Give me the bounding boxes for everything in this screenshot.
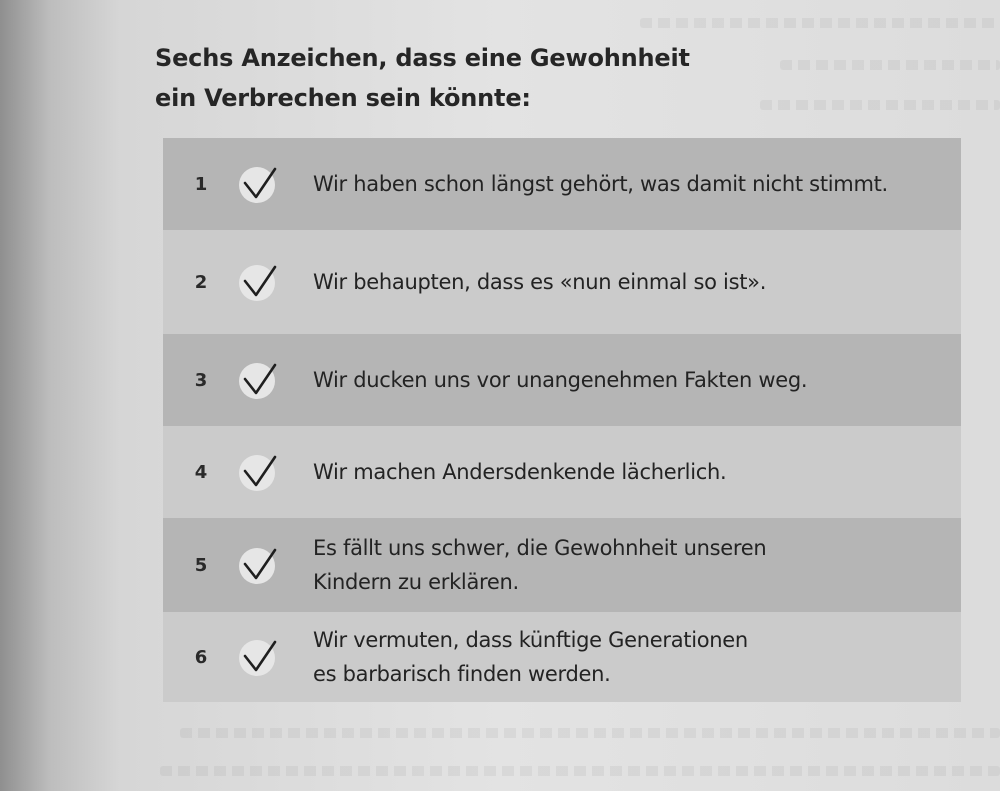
checkmark-icon bbox=[237, 357, 283, 403]
show-through-text bbox=[180, 728, 1000, 738]
checkmark-icon bbox=[237, 542, 283, 588]
item-number: 5 bbox=[194, 554, 208, 576]
item-number: 1 bbox=[194, 173, 208, 195]
item-text bbox=[313, 265, 941, 299]
list-item bbox=[163, 230, 961, 334]
item-text bbox=[313, 167, 941, 201]
item-text bbox=[313, 363, 941, 397]
item-text bbox=[313, 623, 941, 691]
item-text-line: es barbarisch finden werden. bbox=[313, 662, 611, 686]
title-line-1: Sechs Anzeichen, dass eine Gewohnheit bbox=[155, 44, 690, 72]
title-line-2: ein Verbrechen sein könnte: bbox=[155, 84, 531, 112]
show-through-text bbox=[640, 18, 1000, 28]
list-item bbox=[163, 138, 961, 230]
page-title bbox=[155, 38, 775, 118]
checkmark-icon bbox=[237, 449, 283, 495]
item-text-line: Wir machen Andersdenkende lächerlich. bbox=[313, 460, 727, 484]
show-through-text bbox=[760, 100, 1000, 110]
item-number: 2 bbox=[194, 271, 208, 293]
checkmark-icon bbox=[237, 259, 283, 305]
item-text bbox=[313, 455, 941, 489]
list-item bbox=[163, 334, 961, 426]
item-number: 3 bbox=[194, 369, 208, 391]
item-text-line: Kindern zu erklären. bbox=[313, 570, 519, 594]
checkmark-icon bbox=[237, 161, 283, 207]
item-text-line: Wir ducken uns vor unangenehmen Fakten weg. bbox=[313, 368, 808, 392]
list-item bbox=[163, 518, 961, 612]
list-item bbox=[163, 612, 961, 702]
checkmark-icon bbox=[237, 634, 283, 680]
item-number: 6 bbox=[194, 646, 208, 668]
item-number: 4 bbox=[194, 461, 208, 483]
item-text-line: Wir behaupten, dass es «nun einmal so ist». bbox=[313, 270, 767, 294]
item-text-line: Wir haben schon längst gehört, was damit nicht stimmt. bbox=[313, 172, 888, 196]
show-through-text bbox=[160, 766, 1000, 776]
list-item bbox=[163, 426, 961, 518]
show-through-text bbox=[780, 60, 1000, 70]
item-text-line: Wir vermuten, dass künftige Generationen bbox=[313, 628, 748, 652]
signs-list bbox=[163, 138, 961, 702]
item-text-line: Es fällt uns schwer, die Gewohnheit unseren bbox=[313, 536, 767, 560]
item-text bbox=[313, 531, 941, 599]
